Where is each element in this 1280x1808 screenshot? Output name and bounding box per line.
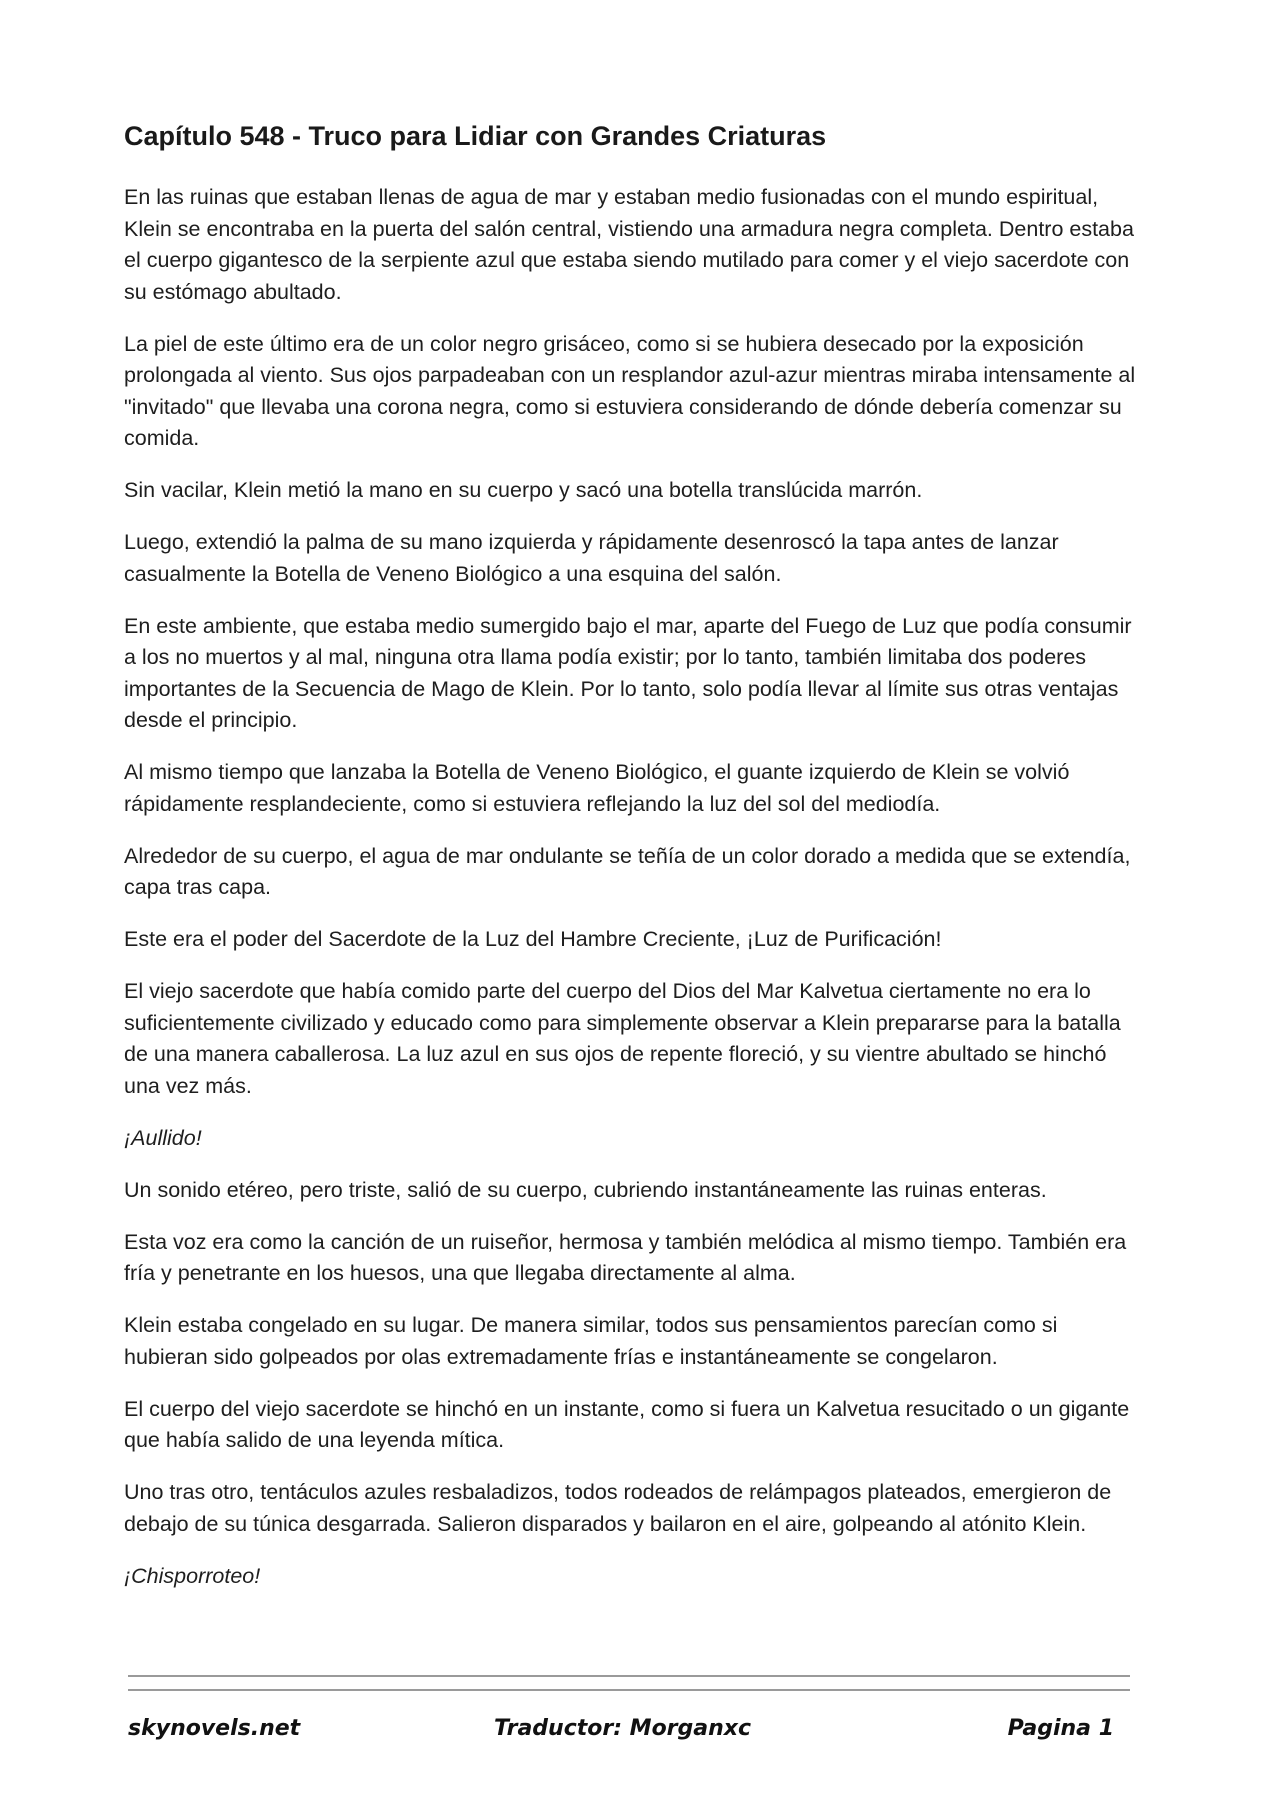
paragraph-italic: ¡Aullido! <box>124 1125 202 1150</box>
footer-page-number: Pagina 1 <box>1007 1716 1114 1741</box>
paragraph: Al mismo tiempo que lanzaba la Botella de Veneno Biológico, el guante izquierdo de Klein se volvió rápidamente resplandeciente, como si estuviera reflejando la luz del sol del mediodía. <box>124 760 1070 816</box>
paragraph: Este era el poder del Sacerdote de la Luz del Hambre Creciente, ¡Luz de Purificación! <box>124 927 942 951</box>
paragraph: La piel de este último era de un color negro grisáceo, como si se hubiera desecado por la exposición prolongada al viento. Sus ojos parpadeaban con un resplandor azul-azur mientras miraba intensamente al "invitado" que llevaba una corona negra, como si estuviera considerando de dónde debería comenzar su comida. <box>124 331 1136 450</box>
chapter-title: Capítulo 548 - Truco para Lidiar con Grandes Criaturas <box>124 121 827 151</box>
paragraph: Un sonido etéreo, pero triste, salió de su cuerpo, cubriendo instantáneamente las ruinas enteras. <box>124 1177 1047 1202</box>
page-footer <box>128 1716 1130 1752</box>
paragraph: El viejo sacerdote que había comido parte del cuerpo del Dios del Mar Kalvetua ciertamente no era lo suficientemente civilizado y educado como para simplemente observar a Klein prepararse para la batalla de una manera caballerosa. La luz azul en sus ojos de repente floreció, y su vientre abultado se hinchó una vez más. <box>124 979 1121 1098</box>
paragraph-italic: ¡Chisporroteo! <box>124 1563 261 1588</box>
footer-translator: Traductor: Morganxc <box>494 1716 752 1741</box>
paragraph: Luego, extendió la palma de su mano izquierda y rápidamente desenroscó la tapa antes de lanzar casualmente la Botella de Veneno Biológico a una esquina del salón. <box>124 530 1059 586</box>
footer-site: skynovels.net <box>128 1716 301 1741</box>
paragraph: En las ruinas que estaban llenas de agua de mar y estaban medio fusionadas con el mundo espiritual, Klein se encontraba en la puerta del salón central, vistiendo una armadura negra completa. Dentro estaba el cuerpo gigantesco de la serpiente azul que estaba siendo mutilado para comer y el viejo sacerdote con su estómago abultado. <box>124 185 1134 304</box>
paragraph: Uno tras otro, tentáculos azules resbaladizos, todos rodeados de relámpagos plateados, emergieron de debajo de su túnica desgarrada. Salieron disparados y bailaron en el aire, golpeando al atónito Klein. <box>124 1480 1112 1536</box>
paragraph: Sin vacilar, Klein metió la mano en su cuerpo y sacó una botella translúcida marrón. <box>124 478 923 502</box>
paragraph: Klein estaba congelado en su lugar. De manera similar, todos sus pensamientos parecían como si hubieran sido golpeados por olas extremadamente frías e instantáneamente se congelaron. <box>124 1313 1058 1369</box>
document-body <box>124 118 1144 1613</box>
footer-divider-top <box>128 1675 1130 1677</box>
paragraph: Esta voz era como la canción de un ruiseñor, hermosa y también melódica al mismo tiempo. También era fría y penetrante en los huesos, una que llegaba directamente al alma. <box>124 1229 1127 1285</box>
paragraph: El cuerpo del viejo sacerdote se hinchó en un instante, como si fuera un Kalvetua resucitado o un gigante que había salido de una leyenda mítica. <box>124 1396 1130 1452</box>
paragraph: Alrededor de su cuerpo, el agua de mar ondulante se teñía de un color dorado a medida que se extendía, capa tras capa. <box>124 843 1131 899</box>
footer-divider-bottom <box>128 1689 1130 1691</box>
paragraph: En este ambiente, que estaba medio sumergido bajo el mar, aparte del Fuego de Luz que podía consumir a los no muertos y al mal, ninguna otra llama podía existir; por lo tanto, también limitaba dos poderes importantes de la Secuencia de Mago de Klein. Por lo tanto, solo podía llevar al límite sus otras ventajas desde el principio. <box>124 613 1132 732</box>
